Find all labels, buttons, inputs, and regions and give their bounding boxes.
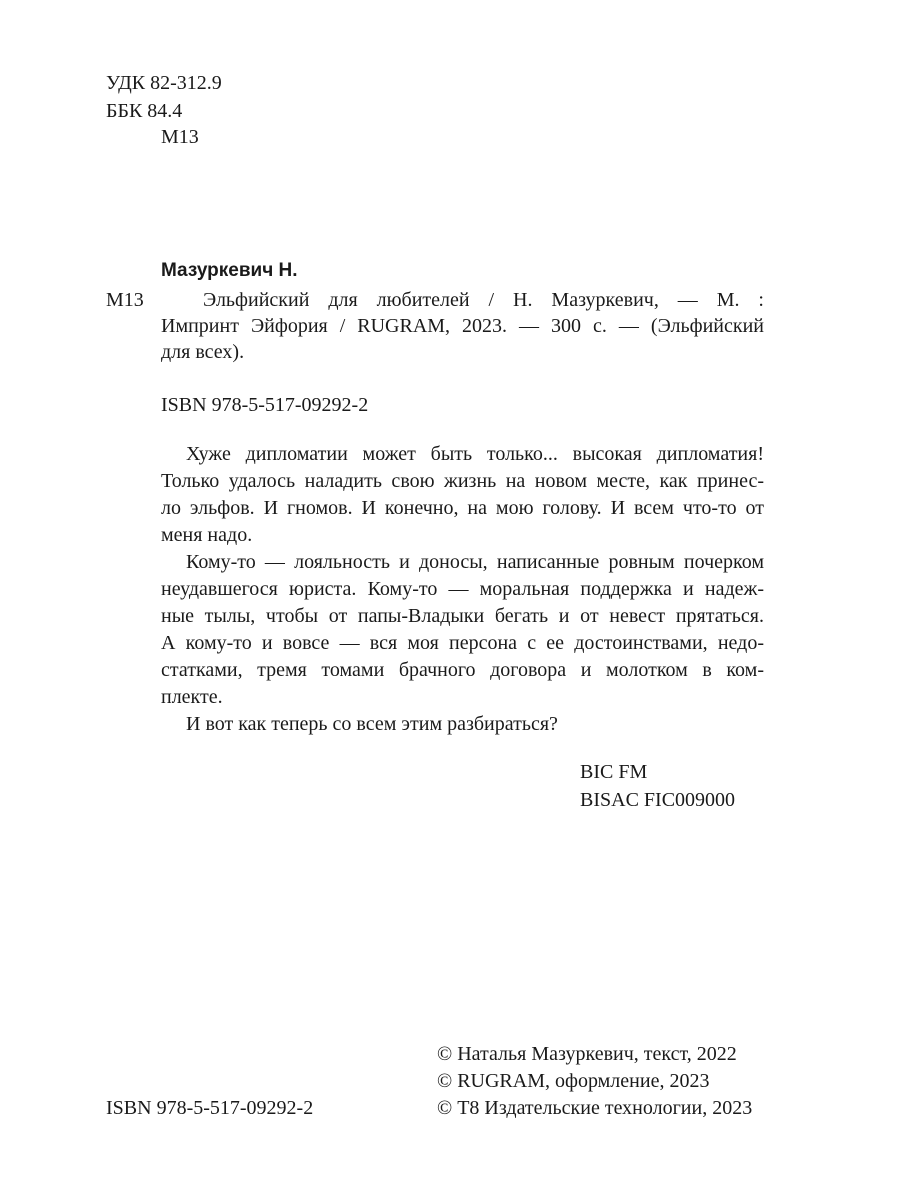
author-mark-left: М13 bbox=[106, 289, 144, 311]
annotation-paragraph bbox=[161, 549, 764, 711]
bic-code: BIC FM bbox=[580, 761, 648, 783]
description-line: Эльфийский для любителей / Н. Мазуркевич, — М. : bbox=[203, 289, 764, 311]
annotation-line: Хуже дипломатии может быть только... высокая дипломатия! bbox=[186, 443, 764, 465]
annotation-line: Только удалось наладить свою жизнь на новом месте, как принес- bbox=[161, 470, 764, 492]
annotation-line: И вот как теперь со всем этим разбираться? bbox=[186, 713, 558, 735]
description-line: для всех). bbox=[161, 341, 245, 363]
copyright-line: © RUGRAM, оформление, 2023 bbox=[437, 1070, 710, 1092]
author-mark-top: М13 bbox=[161, 126, 199, 148]
annotation-line: неудавшегося юриста. Кому-то — моральная поддержка и надеж- bbox=[161, 578, 764, 600]
author-name: Мазуркевич Н. bbox=[161, 260, 298, 281]
description-line: Импринт Эйфория / RUGRAM, 2023. — 300 с. — (Эльфийский bbox=[161, 315, 764, 337]
bbk-code: ББК 84.4 bbox=[106, 100, 183, 122]
annotation-paragraph bbox=[161, 711, 764, 738]
annotation-line: Кому-то — лояльность и доносы, написанные ровным почерком bbox=[186, 551, 764, 573]
annotation-line: меня надо. bbox=[161, 524, 253, 546]
bibliographic-description bbox=[161, 287, 764, 365]
isbn-record: ISBN 978-5-517-09292-2 bbox=[161, 394, 369, 416]
footer-isbn: ISBN 978-5-517-09292-2 bbox=[106, 1097, 314, 1119]
annotation-line: ло эльфов. И гномов. И конечно, на мою голову. И всем что-то от bbox=[161, 497, 764, 519]
annotation-line: А кому-то и вовсе — вся моя персона с ее достоинствами, недо- bbox=[161, 632, 764, 654]
annotation-paragraph bbox=[161, 441, 764, 549]
bisac-code: BISAC FIC009000 bbox=[580, 789, 736, 811]
annotation bbox=[161, 441, 764, 738]
annotation-line: ные тылы, чтобы от папы-Владыки бегать и от невест прятаться. bbox=[161, 605, 764, 627]
copyright-line: © Т8 Издательские технологии, 2023 bbox=[437, 1097, 753, 1119]
annotation-line: статками, тремя томами брачного договора и молотком в ком- bbox=[161, 659, 764, 681]
annotation-line: плекте. bbox=[161, 686, 223, 708]
udk-code: УДК 82-312.9 bbox=[106, 72, 222, 94]
copyright-line: © Наталья Мазуркевич, текст, 2022 bbox=[437, 1043, 737, 1065]
